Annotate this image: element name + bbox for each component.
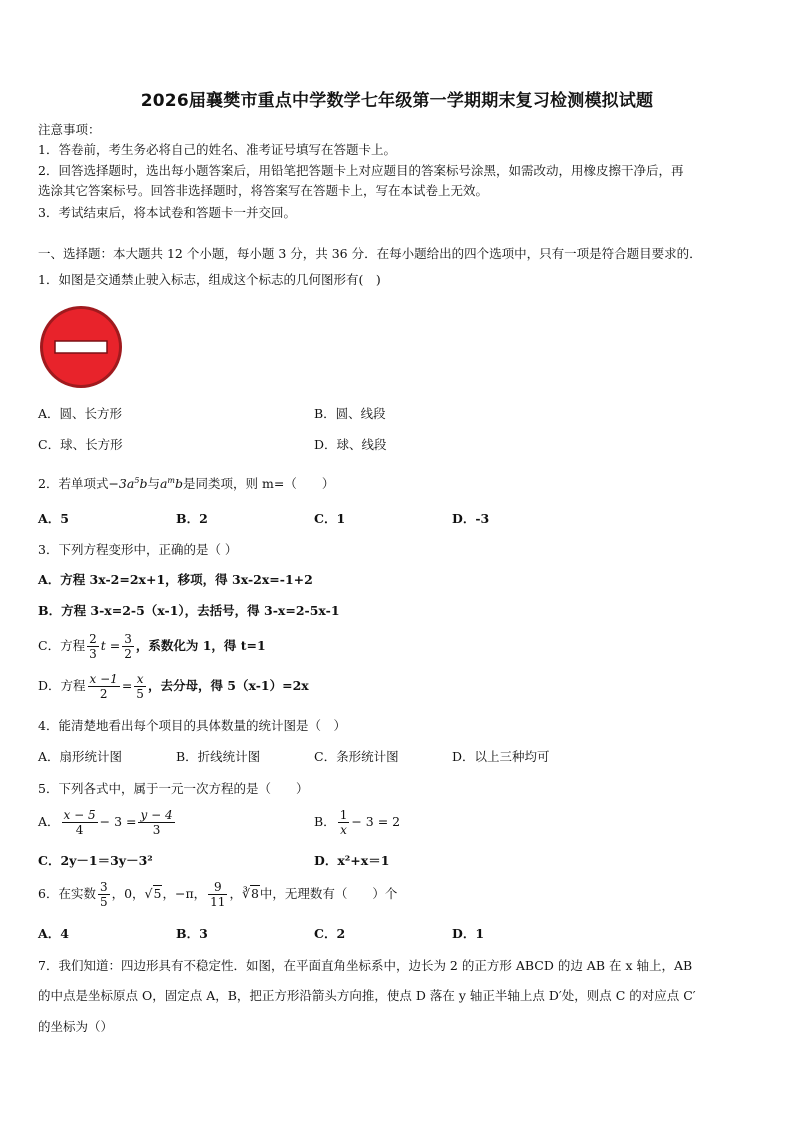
notice-item-3: 3．考试结束后，将本试卷和答题卡一并交回。 <box>38 205 296 220</box>
page-title: 2026届襄樊市重点中学数学七年级第一学期期末复习检测模拟试题 <box>140 91 654 111</box>
question-1-stem: 1．如图是交通禁止驶入标志，组成这个标志的几何图形有( ) <box>38 272 381 287</box>
q2-monomial-2: $a^mb$ <box>159 476 184 492</box>
question-2-stem <box>38 473 334 492</box>
notice-item-2-cont: 选涂其它答案标号。回答非选择题时，将答案写在答题卡上，写在本试卷上无效。 <box>38 183 489 198</box>
q2-monomial-1: $-3a^5b$ <box>108 476 148 492</box>
question-6-stem: 6．在实数 $\frac{3}{5}$ ，0，√5，−π， $\frac{9}{11}$ ，∛8中，无理数有（ ）个 <box>38 880 398 909</box>
q4-option-a[interactable]: A．扇形统计图 <box>38 749 123 764</box>
question-7-line-2: 的中点是坐标原点 O，固定点 A，B，把正方形沿箭头方向推，使点 D 落在 y 轴正半轴上点 D′处，则点 C 的对应点 C′ <box>38 988 696 1003</box>
q3-option-c[interactable]: C．方程 $\frac{2}{3}$ t = $\frac{3}{2}$ ，系数化为 1，得 t=1 <box>38 632 266 661</box>
q6-fraction-2: $\frac{9}{11}$ <box>210 880 226 909</box>
no-entry-sign-icon <box>38 304 124 390</box>
q3c-fraction-2: $\frac{3}{2}$ <box>124 632 132 661</box>
q6-sqrt: √5 <box>144 886 162 901</box>
q2-option-b[interactable]: B．2 <box>176 511 208 526</box>
q5a-fraction-1: $\frac{x - 5}{4}$ <box>63 808 96 837</box>
q6-option-a[interactable]: A．4 <box>38 926 69 941</box>
q2-pre: 2．若单项式 <box>38 476 109 492</box>
question-7-line-1: 7．我们知道：四边形具有不稳定性．如图，在平面直角坐标系中，边长为 2 的正方形 ABCD 的边 AB 在 x 轴上，AB <box>38 958 693 973</box>
q4-option-b[interactable]: B．折线统计图 <box>176 749 261 764</box>
question-5-stem: 5．下列各式中，属于一元一次方程的是（ ） <box>38 781 309 796</box>
q3d-fraction-2: $\frac{x}{5}$ <box>136 672 144 701</box>
q3d-fraction-1: $\frac{x -1}{2}$ <box>89 672 118 701</box>
q3-option-b[interactable]: B．方程 3-x=2-5（x-1），去括号，得 3-x=2-5x-1 <box>38 603 340 618</box>
q2-post: 是同类项，则 m=（ ） <box>183 476 335 492</box>
q6-option-b[interactable]: B．3 <box>176 926 208 941</box>
q2-mid: 与 <box>147 476 160 492</box>
q5-option-b[interactable]: B． $\frac{1}{x}$ − 3 = 2 <box>314 808 401 837</box>
q2-option-a[interactable]: A．5 <box>38 511 69 526</box>
section-heading: 一、选择题：本大题共 12 个小题，每小题 3 分，共 36 分．在每小题给出的四个选项中，只有一项是符合题目要求的． <box>38 246 702 261</box>
q5a-fraction-2: $\frac{y - 4}{3}$ <box>140 808 173 837</box>
question-7-line-3: 的坐标为（） <box>38 1019 114 1034</box>
q3-option-a[interactable]: A．方程 3x-2=2x+1，移项，得 3x-2x=-1+2 <box>38 572 313 587</box>
q1-option-c[interactable]: C．球、长方形 <box>38 437 123 452</box>
notice-item-2: 2．回答选择题时，选出每小题答案后，用铅笔把答题卡上对应题目的答案标号涂黑，如需改动，用橡皮擦干净后，再 <box>38 163 684 178</box>
q4-option-d[interactable]: D．以上三种均可 <box>452 749 550 764</box>
notice-heading: 注意事项： <box>38 122 101 137</box>
q3c-fraction-1: $\frac{2}{3}$ <box>89 632 97 661</box>
q3-option-d[interactable]: D．方程 $\frac{x -1}{2}$ = $\frac{x}{5}$ ，去分母，得 5（x-1）=2x <box>38 672 309 701</box>
q6-option-d[interactable]: D．1 <box>452 926 485 941</box>
q6-cbrt: ∛8 <box>241 886 259 901</box>
q2-option-d[interactable]: D．-3 <box>452 511 490 526</box>
q5b-fraction: $\frac{1}{x}$ <box>339 808 348 837</box>
q2-option-c[interactable]: C．1 <box>314 511 346 526</box>
question-4-stem: 4．能清楚地看出每个项目的具体数量的统计图是（ ） <box>38 718 346 733</box>
q5-option-c[interactable]: C．2y－1＝3y－3² <box>38 853 153 868</box>
q6-option-c[interactable]: C．2 <box>314 926 346 941</box>
question-3-stem: 3．下列方程变形中，正确的是（ ） <box>38 542 238 557</box>
q5-option-d[interactable]: D．x²+x＝1 <box>314 853 390 868</box>
notice-item-1: 1．答卷前，考生务必将自己的姓名、准考证号填写在答题卡上。 <box>38 142 396 157</box>
q4-option-c[interactable]: C．条形统计图 <box>314 749 399 764</box>
q1-option-d[interactable]: D．球、线段 <box>314 437 387 452</box>
q6-fraction-1: $\frac{3}{5}$ <box>99 880 108 909</box>
q1-option-b[interactable]: B．圆、线段 <box>314 406 386 421</box>
q1-option-a[interactable]: A．圆、长方形 <box>38 406 123 421</box>
q5-option-a[interactable]: A． $\frac{x - 5}{4}$ − 3 = $\frac{y - 4}{3}$ <box>38 808 173 837</box>
